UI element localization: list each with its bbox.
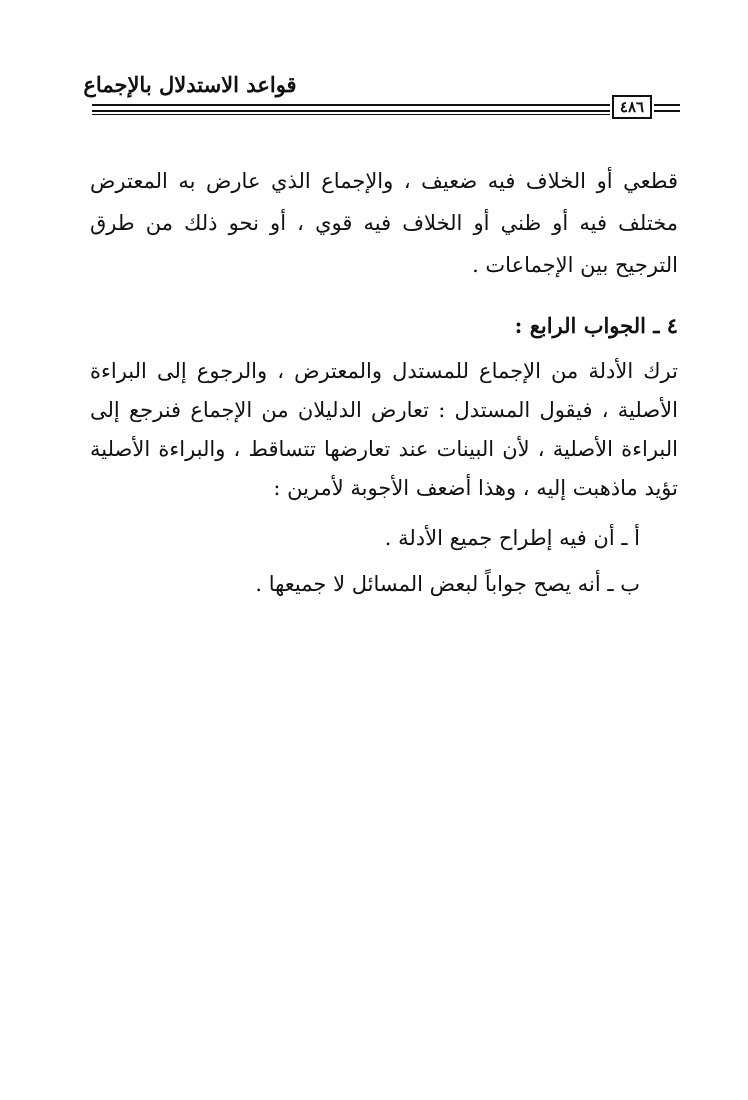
header-rule-top xyxy=(92,104,610,106)
list-item-a: أ ـ أن فيه إطراح جميع الأدلة . xyxy=(384,526,640,550)
list-item-b: ب ـ أنه يصح جواباً لبعض المسائل لا جميعها . xyxy=(255,572,640,596)
paragraph-fourth-answer: ترك الأدلة من الإجماع للمستدل والمعترض ، والرجوع إلى البراءة الأصلية ، فيقول المستدل : تعارض الدليلان من الإجماع فنرجع إلى البراءة الأصلية ، لأن البينات عند تعارضها تتساقط ، والبراءة الأصلية تؤيد ماذهبت إليه ، وهذا أضعف الأجوبة لأمرين : xyxy=(90,359,678,500)
header-rule-tail-bottom xyxy=(654,110,680,112)
section-heading-fourth-answer: ٤ ـ الجواب الرابع : xyxy=(514,313,678,338)
header-rule-bottom xyxy=(92,114,610,115)
header-rule-tail-top xyxy=(654,104,680,106)
paragraph-continuation: قطعي أو الخلاف فيه ضعيف ، والإجماع الذي عارض به المعترض مختلف فيه أو ظني أو الخلاف فيه قوي ، أو نحو ذلك من طرق الترجيح بين الإجماعات . xyxy=(90,169,678,277)
header-rule-middle xyxy=(92,110,610,112)
running-header-title: قواعد الاستدلال بالإجماع xyxy=(83,72,297,97)
page-number: ٤٨٦ xyxy=(612,95,652,119)
